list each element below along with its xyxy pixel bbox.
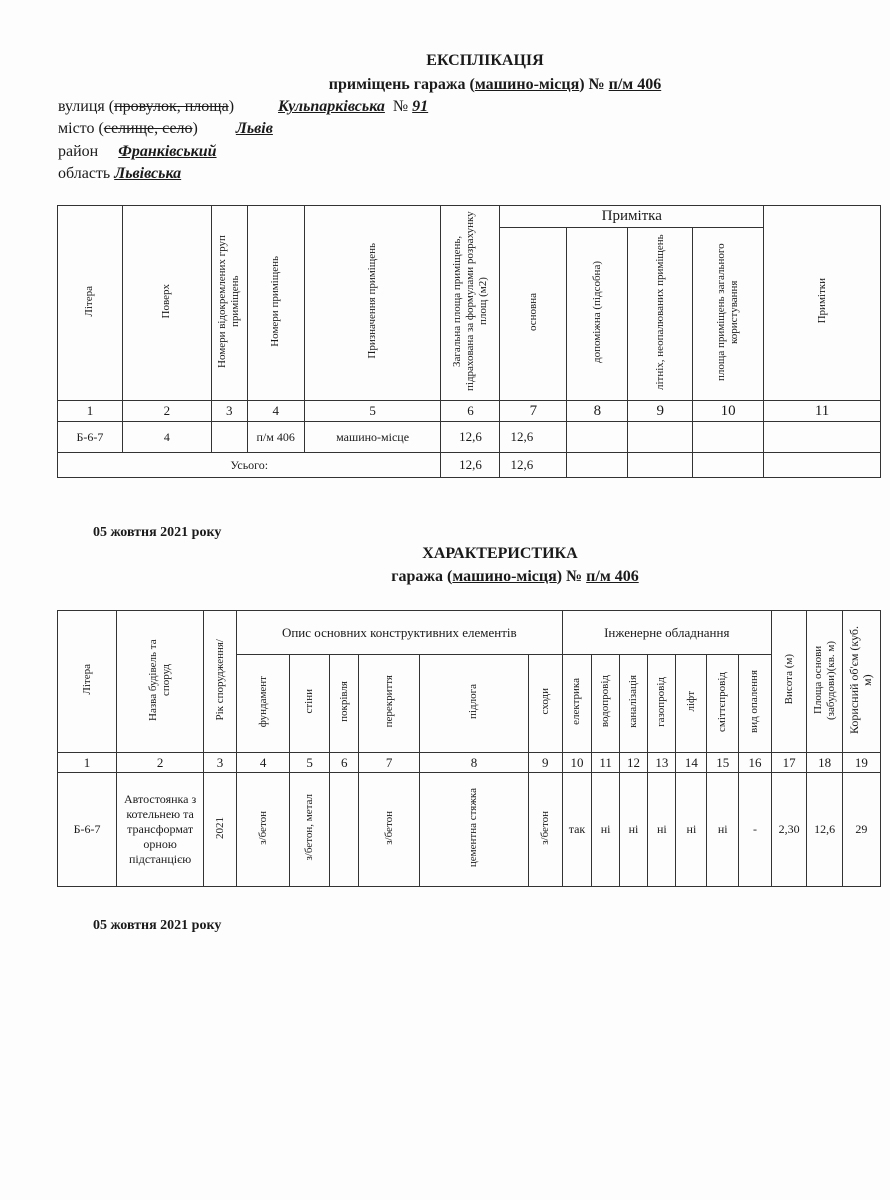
char-header-stairs: сходи — [538, 688, 551, 715]
characteristics-subtitle: гаража (машино-місця) № п/м 406 — [391, 568, 639, 585]
characteristics-title: ХАРАКТЕРИСТИКА — [422, 545, 578, 562]
char-header-heating: вид опалення — [748, 670, 761, 733]
table-row: Б-6-7 Автостоянка з котельнею та трансформат орною підстанцією 2021 з/бетон з/бетон, метал з/бетон цементна стяжка з/бетон так ні ні ні ні ні - 2,30 12,6 29 — [58, 773, 881, 887]
header-auxiliary: допоміжна (підсобна) — [590, 260, 603, 364]
char-header-struct-group: Опис основних конструктивних елементів — [237, 611, 563, 655]
explication-date: 05 жовтня 2021 року — [93, 525, 222, 540]
char-header-foundation: фундамент — [256, 675, 269, 728]
header-floor: Поверх — [160, 283, 173, 319]
explication-title: ЕКСПЛІКАЦІЯ — [426, 52, 544, 69]
header-summer: літніх, неопалюваних приміщень — [653, 234, 666, 390]
header-note-group: Примітка — [500, 206, 764, 228]
char-header-year: Рік спорудження/ — [213, 638, 226, 721]
column-numbers-row: 1 2 3 4 5 6 7 8 9 10 11 — [58, 401, 881, 422]
char-header-water: водопровід — [599, 675, 612, 728]
char-header-floor: підлога — [467, 684, 480, 719]
char-header-base-area: Площа основи (забудови)(кв. м) — [811, 639, 837, 720]
char-header-height: Висота (м) — [782, 654, 795, 705]
address-region: область Львівська — [58, 165, 182, 182]
char-header-litera: Літера — [80, 664, 93, 695]
header-total-area: Загальна площа приміщень, підрахована за формулами розрахунку площ (м2) — [450, 211, 489, 391]
total-row: Усього: 12,6 12,6 — [58, 453, 881, 478]
characteristics-table — [57, 610, 881, 887]
char-header-eng-group: Інженерне обладнання — [562, 611, 771, 655]
characteristics-date: 05 жовтня 2021 року — [93, 918, 222, 933]
header-room-numbers: Номери приміщень — [269, 255, 282, 347]
char-header-garbage: сміттєпровід — [716, 671, 729, 732]
char-header-roof: покрівля — [337, 681, 350, 722]
header-remarks: Примітки — [815, 278, 828, 324]
char-header-floors: перекриття — [382, 675, 395, 728]
char-header-sewer: каналізація — [626, 675, 639, 728]
char-header-walls: стіни — [303, 689, 316, 714]
header-purpose: Призначення приміщень — [366, 243, 379, 359]
header-common: площа приміщень загального користування — [715, 243, 741, 381]
explication-subtitle: приміщень гаража (машино-місця) № п/м 406 — [328, 76, 662, 93]
char-header-lift: ліфт — [684, 691, 697, 712]
address-street: вулиця (провулок, площа) Кульпарківська № 91 — [58, 98, 429, 115]
address-city: місто (селище, село) Львів — [58, 120, 273, 137]
explication-table — [57, 205, 881, 478]
header-group-numbers: Номери відокремлених груп приміщень — [216, 234, 242, 368]
char-header-gas: газопровід — [655, 676, 668, 727]
char-column-numbers-row: 1 2 3 4 5 6 7 8 9 10 11 12 13 14 15 16 17 18 19 — [58, 753, 881, 773]
char-header-name: Назва будівель та споруд — [147, 638, 173, 721]
header-main: основна — [526, 292, 539, 331]
char-header-volume: Корисний об'єм (куб. м) — [847, 625, 875, 734]
table-row: Б-6-7 4 п/м 406 машино-місце 12,6 12,6 — [58, 422, 881, 453]
header-litera: Літера — [83, 285, 96, 317]
address-district: район Франківський — [58, 143, 217, 160]
char-header-electric: електрика — [570, 678, 583, 725]
